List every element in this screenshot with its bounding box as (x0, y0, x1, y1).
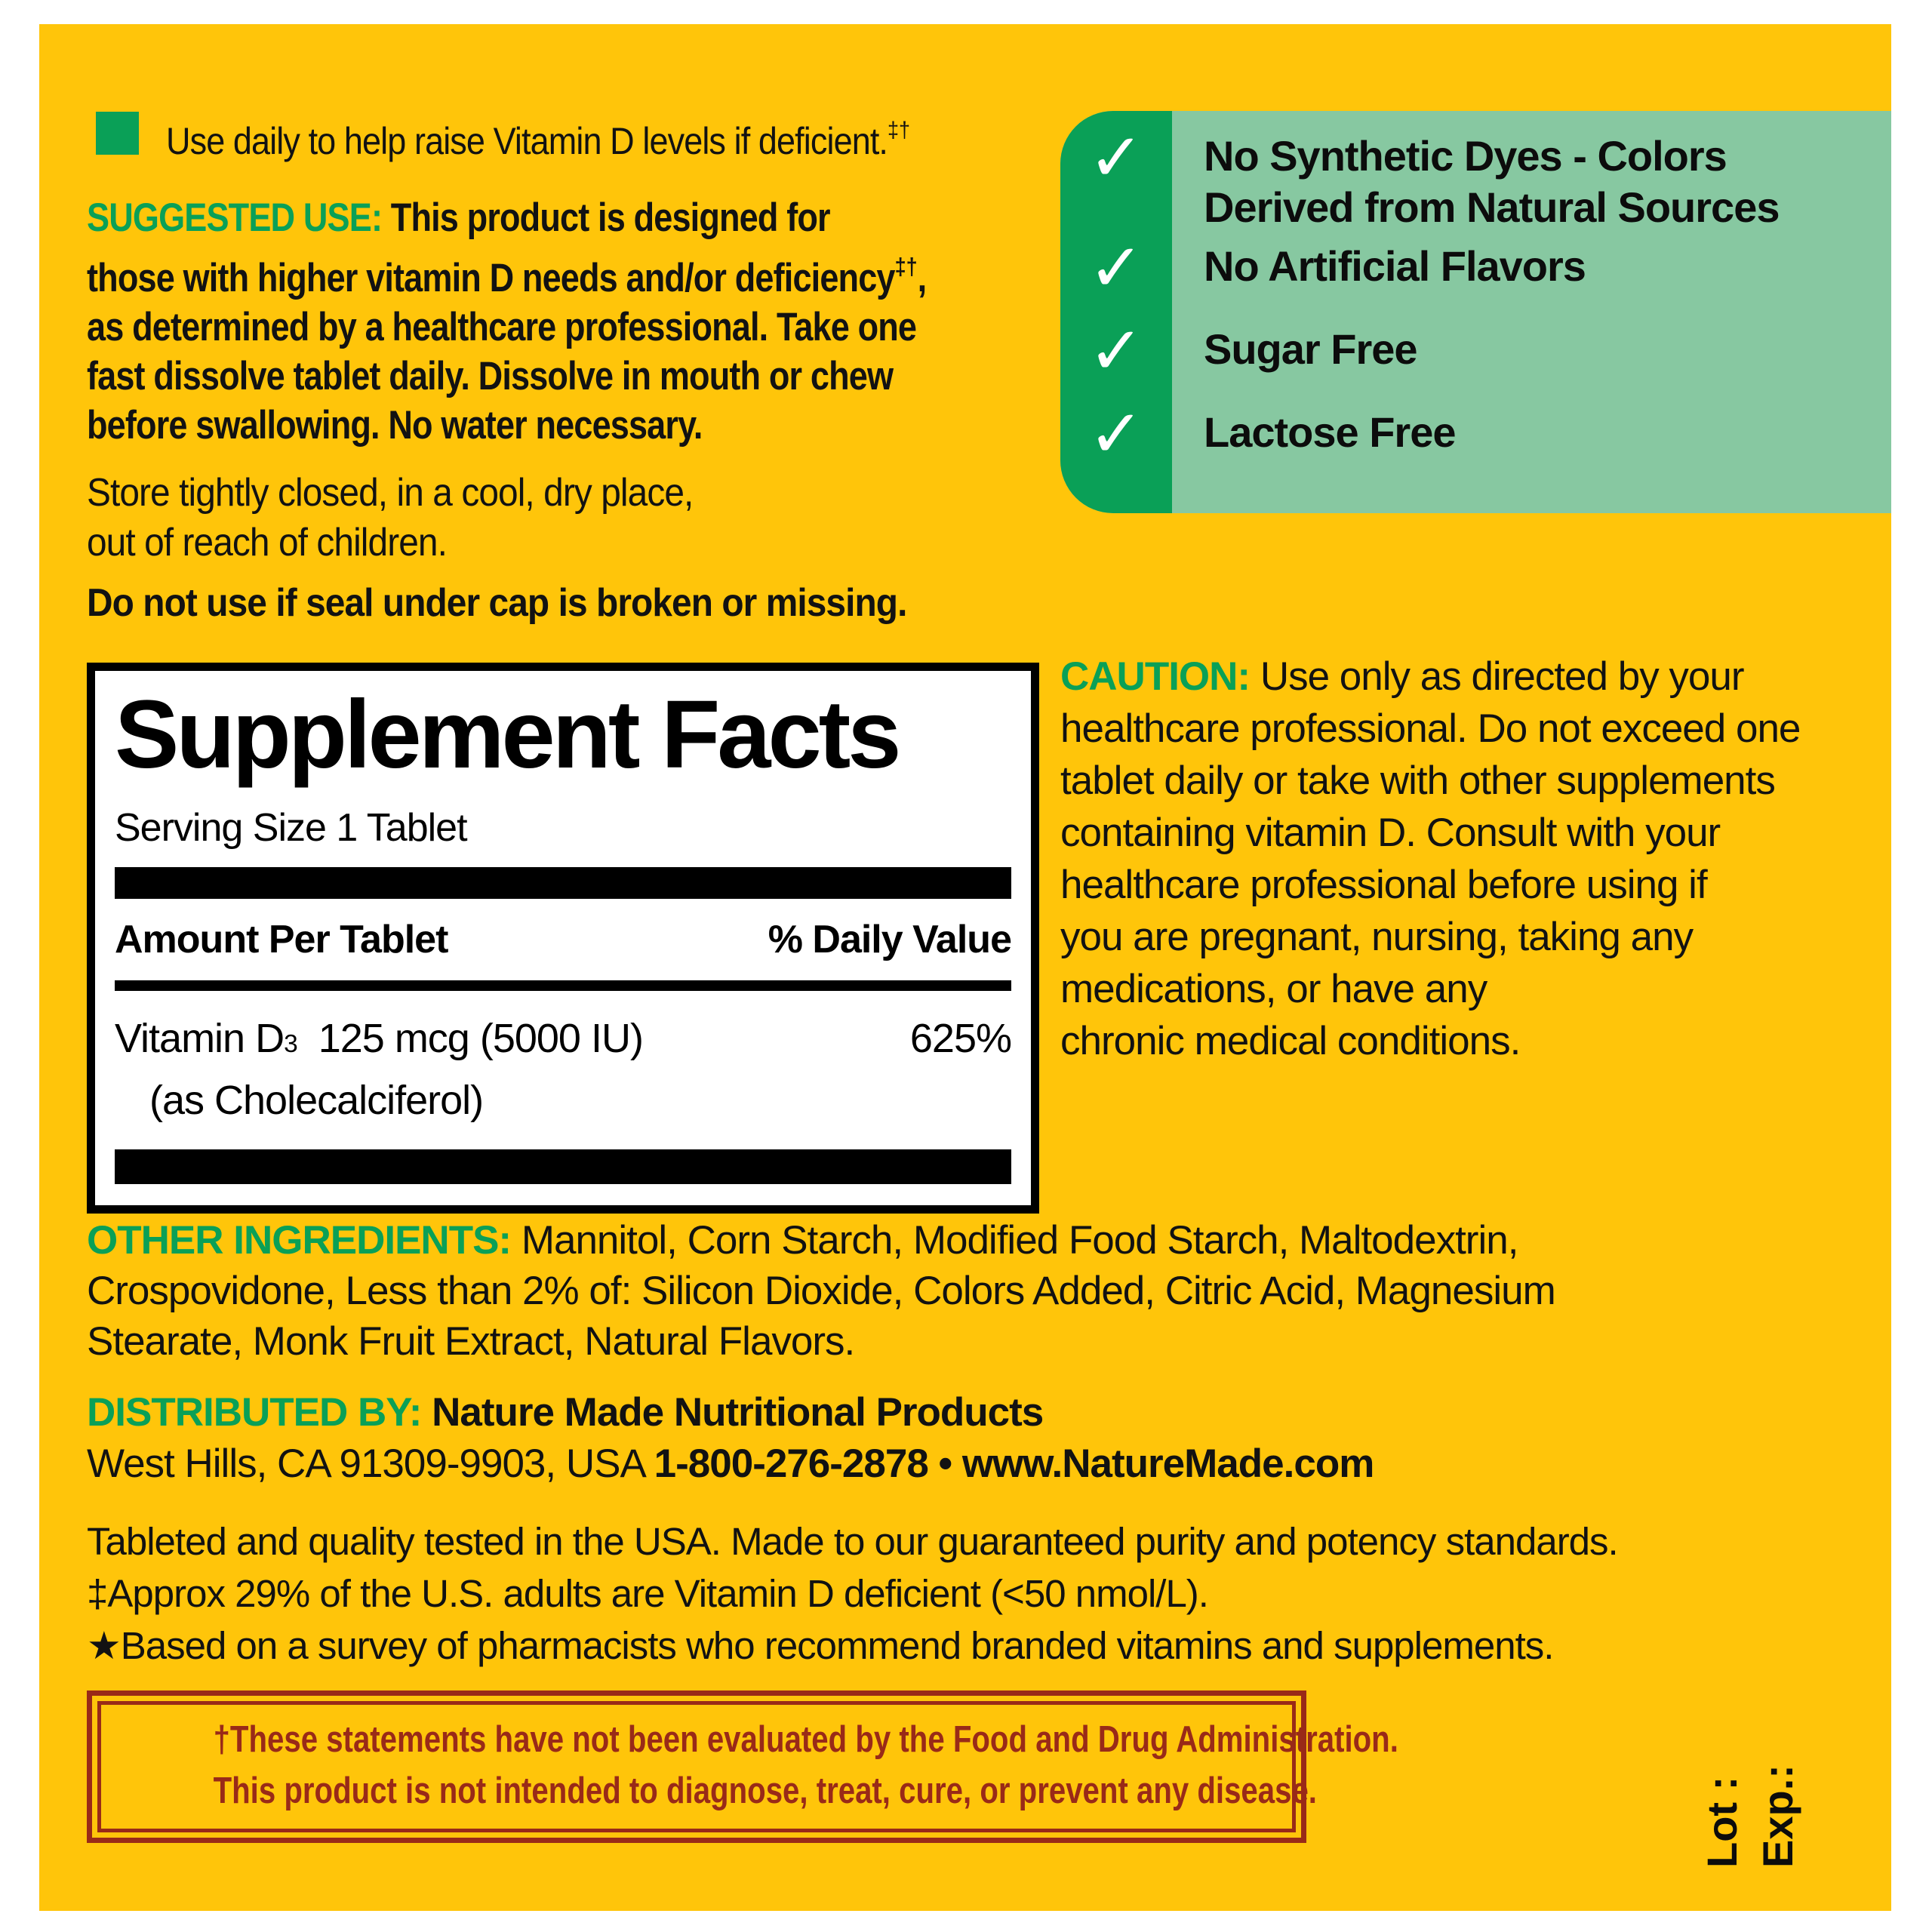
distributor-contact: 1-800-276-2878 • www.NatureMade.com (654, 1441, 1374, 1486)
caution-line-1: Use only as directed by your (1260, 654, 1744, 699)
caution-line-2: healthcare professional. Do not exceed one (1060, 706, 1801, 751)
serving-size: Serving Size 1 Tablet (115, 806, 467, 851)
caution-line-7: medications, or have any (1060, 967, 1487, 1011)
caution-line-8: chronic medical conditions. (1060, 1019, 1521, 1063)
benefit-row (1060, 120, 1780, 233)
thick-divider-bottom (115, 1149, 1011, 1184)
distributed-by-label: DISTRIBUTED BY: (87, 1390, 422, 1435)
other-ingredients-label: OTHER INGREDIENTS: (87, 1218, 512, 1263)
nutrient-source-note: (as Cholecalciferol) (149, 1078, 484, 1124)
quality-note: Tableted and quality tested in the USA. Made to our guaranteed purity and potency standards. (87, 1520, 1618, 1563)
benefit-text: No Synthetic Dyes - Colors Derived from Natural Sources (1204, 132, 1780, 231)
storage-line-1: Store tightly closed, in a cool, dry place, (87, 471, 694, 515)
nutrient-amount: 125 mcg (5000 IU) (318, 1016, 643, 1062)
supplement-facts-title: Supplement Facts (115, 681, 899, 789)
fda-disclaimer-line-1: †These statements have not been evaluated by the Food and Drug Administration. (213, 1719, 1398, 1760)
dagger-superscript: ‡† (894, 253, 918, 280)
supplement-label-back (39, 24, 1891, 1911)
survey-footnote: ★Based on a survey of pharmacists who recommend branded vitamins and supplements. (87, 1624, 1554, 1667)
caution-line-6: you are pregnant, nursing, taking any (1060, 915, 1694, 959)
caution-line-4: containing vitamin D. Consult with your (1060, 811, 1721, 855)
benefit-row (1060, 396, 1456, 471)
lot-label: Lot : (1698, 1776, 1746, 1868)
supplement-facts-panel (87, 663, 1039, 1214)
intro-claim-text: Use daily to help raise Vitamin D levels if deficient. (166, 120, 888, 162)
benefit-row (1060, 313, 1417, 388)
caution-paragraph (1060, 651, 1800, 1067)
footnotes-block (87, 1515, 1618, 1672)
daily-value-header: % Daily Value (768, 918, 1011, 962)
thin-divider (115, 980, 1011, 991)
benefits-panel (1060, 111, 1891, 513)
intro-claim (166, 107, 910, 165)
storage-paragraph (87, 468, 906, 628)
suggested-use-line-2: those with higher vitamin D needs and/or deficiency (87, 256, 895, 300)
checkmark-icon: ✓ (1088, 313, 1144, 388)
distributed-by-block (87, 1387, 1374, 1490)
suggested-use-line-3: as determined by a healthcare professional. Take one (87, 305, 917, 349)
nutrient-name: Vitamin D3 125 mcg (5000 IU) (115, 1016, 643, 1062)
amount-per-tablet-header: Amount Per Tablet (115, 918, 448, 962)
distributor-company: Nature Made Nutritional Products (432, 1390, 1044, 1435)
fda-disclaimer-line-2: This product is not intended to diagnose, treat, cure, or prevent any disease. (213, 1770, 1317, 1811)
benefit-text: Lactose Free (1204, 408, 1456, 456)
exp-label: Exp.: (1754, 1764, 1801, 1868)
dagger-superscript: ‡† (888, 118, 911, 143)
deficiency-footnote: ‡Approx 29% of the U.S. adults are Vitamin D deficient (<50 nmol/L). (87, 1572, 1208, 1615)
lot-exp-block (1694, 1702, 1807, 1868)
fda-disclaimer-box (87, 1690, 1398, 1843)
other-ingredients-line-2: Crospovidone, Less than 2% of: Silicon Dioxide, Colors Added, Citric Acid, Magnesium (87, 1269, 1555, 1313)
nutrient-row (115, 1015, 1011, 1062)
checkmark-icon: ✓ (1088, 396, 1144, 471)
suggested-use-line-1: This product is designed for (390, 195, 830, 240)
caution-line-5: healthcare professional before using if (1060, 863, 1707, 907)
storage-line-2: out of reach of children. (87, 521, 447, 565)
nutrient-daily-value: 625% (909, 1016, 1011, 1062)
other-ingredients-line-1: Mannitol, Corn Starch, Modified Food Starch, Maltodextrin, (521, 1218, 1518, 1263)
seal-warning: Do not use if seal under cap is broken or missing. (87, 581, 907, 625)
checkmark-icon: ✓ (1088, 120, 1144, 195)
fda-disclaimer-inner-border (97, 1701, 1398, 1832)
checkmark-icon: ✓ (1088, 230, 1144, 305)
distributor-address: West Hills, CA 91309-9903, USA (87, 1441, 644, 1486)
thick-divider (115, 867, 1011, 899)
caution-line-3: tablet daily or take with other supplements (1060, 758, 1775, 803)
other-ingredients-line-3: Stearate, Monk Fruit Extract, Natural Flavors. (87, 1319, 855, 1364)
benefit-text: No Artificial Flavors (1204, 242, 1586, 290)
caution-label: CAUTION: (1060, 654, 1251, 699)
benefit-text: Sugar Free (1204, 325, 1417, 373)
benefit-row (1060, 230, 1586, 305)
suggested-use-line-5: before swallowing. No water necessary. (87, 403, 703, 448)
other-ingredients-paragraph (87, 1215, 1555, 1367)
suggested-use-paragraph: SUGGESTED USE: This product is designed for those with higher vitamin D needs and/or deficiency‡†, as determined by a healthcare professional. Take one fast dissolve tablet daily. Dissolve in mouth or chew before swallowing. No water necessary. (87, 193, 926, 450)
nutrient-subscript: 3 (284, 1030, 297, 1059)
suggested-use-label: SUGGESTED USE: (87, 195, 383, 240)
green-square-bullet-icon (96, 112, 139, 155)
suggested-use-line-4: fast dissolve tablet daily. Dissolve in mouth or chew (87, 354, 894, 398)
